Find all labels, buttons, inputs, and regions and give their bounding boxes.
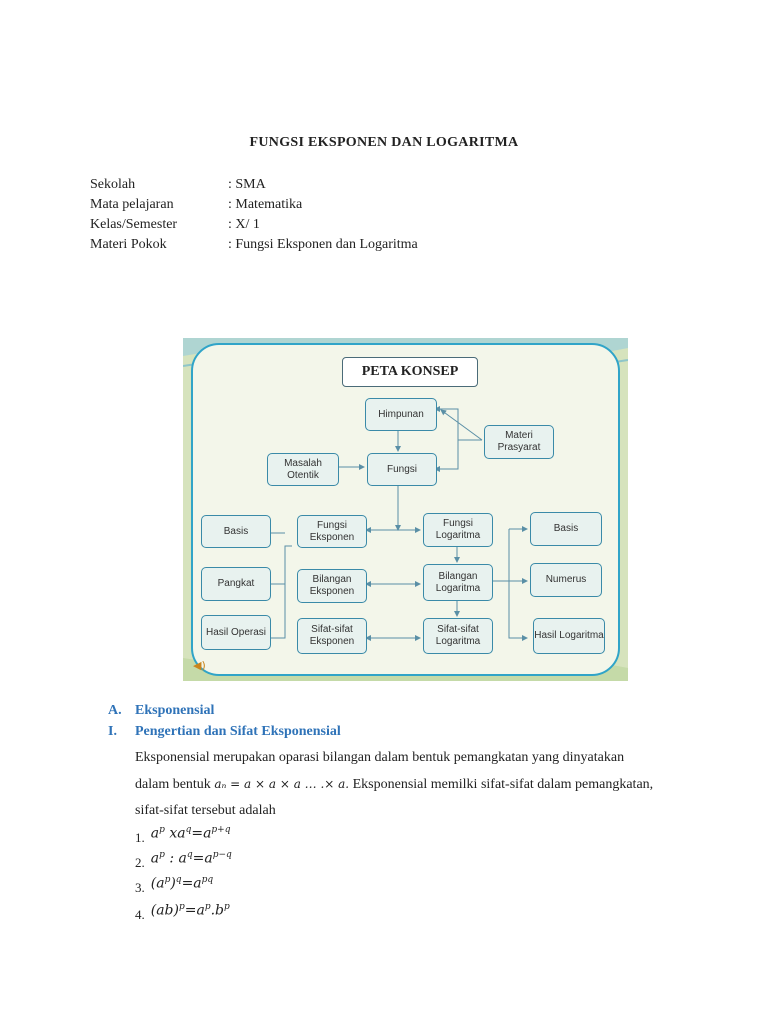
box-bilangan-eksponen: Bilangan Eksponen (297, 569, 367, 603)
box-pangkat: Pangkat (201, 567, 271, 601)
formula-expression: $a^p$ : $a^q=a^{p-q}$ (150, 850, 232, 867)
info-value: : Fungsi Eksponen dan Logaritma (228, 237, 418, 252)
formula-expression: $(ab)^p=a^p.b^p$ (150, 902, 230, 919)
paragraph-line-2-suffix: Eksponensial memilki sifat-sifat dalam pemangkatan, (349, 777, 654, 792)
document-title: FUNGSI EKSPONEN DAN LOGARITMA (249, 135, 519, 150)
info-key: Mata pelajaran (90, 197, 174, 212)
box-basis-left: Basis (201, 515, 271, 548)
section-i-heading (108, 724, 341, 740)
box-sifat-eksponen: Sifat-sifat Eksponen (297, 618, 367, 654)
inline-formula: aₙ = a × a × a … .× a. (214, 777, 350, 791)
formula-number: 1. (135, 829, 145, 845)
box-hasil-operasi: Hasil Operasi (201, 615, 271, 650)
formula-2 (135, 850, 232, 870)
box-fungsi: Fungsi (367, 453, 437, 486)
formula-number: 2. (135, 854, 145, 870)
info-row (90, 195, 418, 215)
paragraph-line-2-prefix: dalam bentuk (135, 777, 215, 792)
info-key: Kelas/Semester (90, 217, 178, 232)
info-table (90, 175, 418, 255)
formula-3 (135, 875, 214, 895)
info-row (90, 235, 418, 255)
section-a-heading (108, 703, 214, 719)
paragraph-line-2 (135, 777, 695, 793)
box-hasil-logaritma: Hasil Logaritma (533, 618, 605, 654)
section-a-label: Eksponensial (135, 703, 215, 718)
box-fungsi-logaritma: Fungsi Logaritma (423, 513, 493, 547)
paragraph-line-3: sifat-sifat tersebut adalah (135, 803, 276, 818)
box-numerus: Numerus (530, 563, 602, 597)
paragraph-line-1: Eksponensial merupakan oparasi bilangan dalam bentuk pemangkatan yang dinyatakan (135, 750, 625, 765)
section-i-label: Pengertian dan Sifat Eksponensial (135, 724, 341, 739)
info-value: : Matematika (228, 197, 303, 212)
info-key: Sekolah (90, 177, 136, 192)
box-masalah-otentik: Masalah Otentik (267, 453, 339, 486)
box-materi-prasyarat: Materi Prasyarat (484, 425, 554, 459)
concept-map-panel (191, 343, 620, 676)
formula-expression: $(a^p)^q=a^{pq}$ (150, 875, 214, 892)
section-i-number: I. (108, 724, 117, 739)
box-bilangan-logaritma: Bilangan Logaritma (423, 564, 493, 601)
info-value: : X/ 1 (228, 217, 260, 232)
info-value: : SMA (228, 177, 266, 192)
info-row (90, 175, 418, 195)
box-basis-right: Basis (530, 512, 602, 546)
formula-1 (135, 825, 231, 845)
formula-expression: $a^p$ $xa^q=a^{p+q}$ (150, 825, 231, 842)
box-sifat-logaritma: Sifat-sifat Logaritma (423, 618, 493, 654)
formula-number: 3. (135, 879, 145, 895)
concept-map-image (183, 338, 628, 681)
speaker-icon[interactable]: ◀) (193, 659, 206, 672)
concept-map-title: PETA KONSEP (342, 357, 478, 387)
info-row (90, 215, 418, 235)
formula-4 (135, 902, 230, 922)
box-himpunan: Himpunan (365, 398, 437, 431)
info-key: Materi Pokok (90, 237, 167, 252)
formula-number: 4. (135, 906, 145, 922)
section-a-number: A. (108, 703, 122, 718)
box-fungsi-eksponen: Fungsi Eksponen (297, 515, 367, 548)
